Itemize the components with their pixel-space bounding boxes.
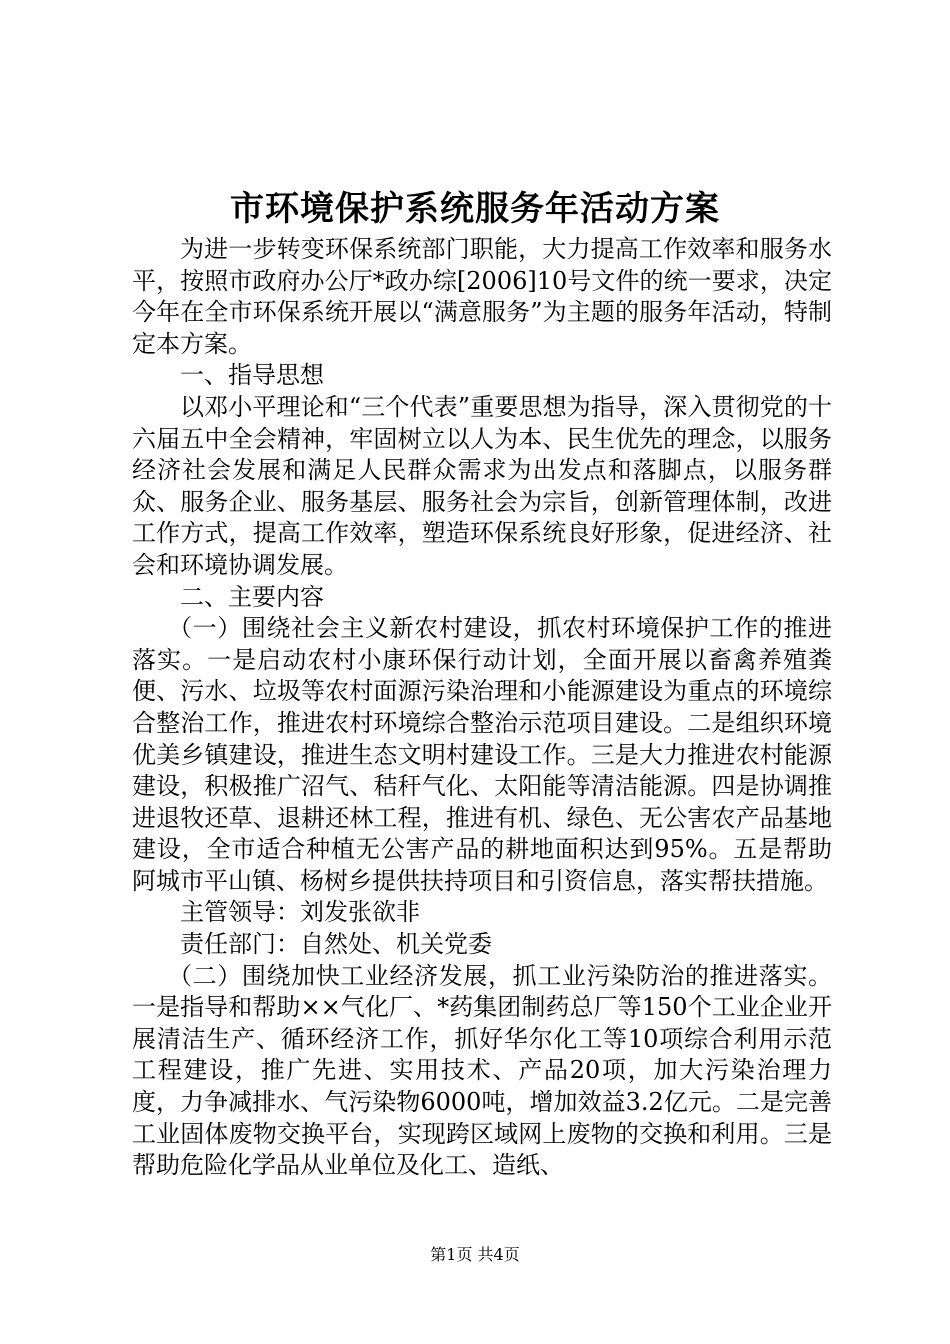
leader-line: 主管领导：刘发张欲非 [180,898,420,927]
intro-paragraph: 为进一步转变环保系统部门职能，大力提高工作效率和服务水平，按照市政府办公厅*政办综[2006]10号文件的统一要求，决定今年在全市环保系统开展以“满意服务”为主题的服务年活动，特制定本方案。 [132,235,832,358]
document-body [132,234,832,1182]
department-line: 责任部门：自然处、机关党委 [180,930,492,959]
section-heading-main-content: 二、主要内容 [180,582,324,611]
content-item-1-paragraph: （一）围绕社会主义新农村建设，抓农村环境保护工作的推进落实。一是启动农村小康环保行动计划，全面开展以畜禽养殖粪便、污水、垃圾等农村面源污染治理和小能源建设为重点的环境综合整治工作，推进农村环境综合整治示范项目建设。二是组织环境优美乡镇建设，推进生态文明村建设工作。三是大力推进农村能源建设，积极推广沼气、秸秆气化、太阳能等清洁能源。四是协调推进退牧还草、退耕还林工程，推进有机、绿色、无公害农产品基地建设，全市适合种植无公害产品的耕地面积达到95%。五是帮助阿城市平山镇、杨树乡提供扶持项目和引资信息，落实帮扶措施。 [132,614,832,895]
content-item-2-paragraph: （二）围绕加快工业经济发展，抓工业污染防治的推进落实。一是指导和帮助××气化厂、*药集团制药总厂等150个工业企业开展清洁生产、循环经济工作，抓好华尔化工等10项综合利用示范工程建设，推广先进、实用技术、产品20项，加大污染治理力度，力争减排水、气污染物6000吨，增加效益3.2亿元。二是完善工业固体废物交换平台，实现跨区域网上废物的交换和利用。三是帮助危险化学品从业单位及化工、造纸、 [132,961,832,1180]
document-title: 市环境保护系统服务年活动方案 [230,189,720,229]
guiding-thought-paragraph: 以邓小平理论和“三个代表”重要思想为指导，深入贯彻党的十六届五中全会精神，牢固树立以人为本、民生优先的理念，以服务经济社会发展和满足人民群众需求为出发点和落脚点，以服务群众、服务企业、服务基层、服务社会为宗旨，创新管理体制，改进工作方式，提高工作效率，塑造环保系统良好形象，促进经济、社会和环境协调发展。 [132,392,832,579]
page-number: 第1页 共4页 [430,1245,520,1264]
section-heading-guiding-thought: 一、指导思想 [180,361,324,390]
